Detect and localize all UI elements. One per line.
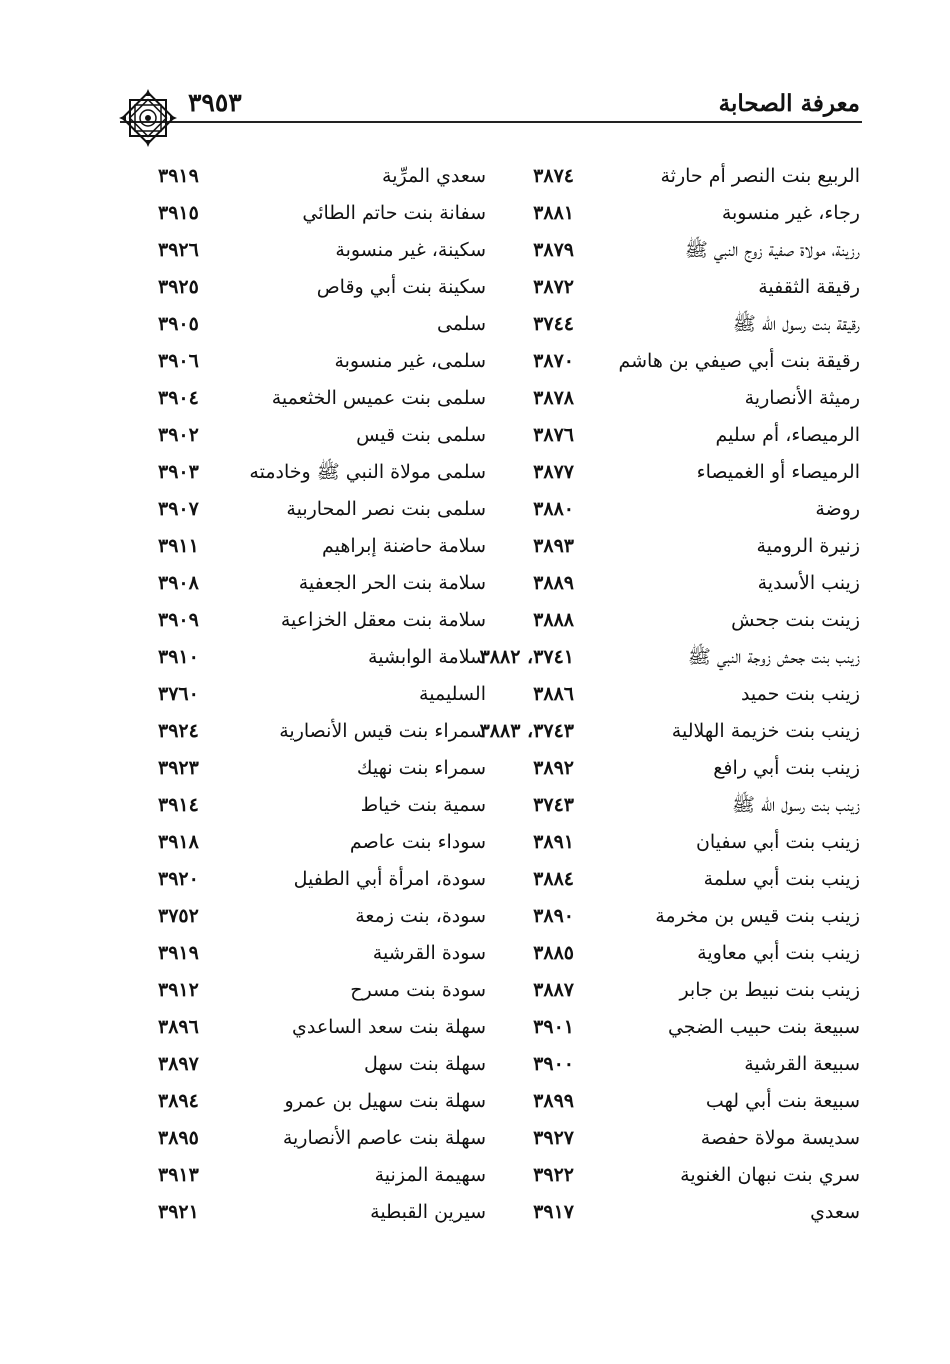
entry-name-right: سعدي bbox=[810, 1201, 860, 1223]
page-header bbox=[118, 86, 860, 122]
entry-name-right: الربيع بنت النصر أم حارثة bbox=[660, 165, 860, 187]
entry-number-right: ٣٩٢٧ bbox=[533, 1127, 574, 1149]
index-row bbox=[120, 787, 862, 824]
entry-number-right: ٣٨٧٩ bbox=[533, 239, 574, 261]
entry-name-left: سلمى، غير منسوبة bbox=[334, 350, 486, 372]
entry-number-right: ٣٨٩١ bbox=[533, 831, 574, 853]
entry-number-left: ٣٩٢٤ bbox=[158, 720, 199, 742]
index-row bbox=[120, 972, 862, 1009]
entry-number-right: ٣٨٩٠ bbox=[533, 905, 574, 927]
entry-name-right: زينب بنت خزيمة الهلالية bbox=[671, 720, 860, 742]
entry-name-left: سودة القرشية bbox=[372, 942, 486, 964]
entry-number-left: ٣٩٠٢ bbox=[158, 424, 199, 446]
index-row bbox=[120, 713, 862, 750]
index-row bbox=[120, 1083, 862, 1120]
entry-name-right: سري بنت نبهان الغنوية bbox=[680, 1164, 860, 1186]
entry-number-right: ٣٧٤٣، ٣٨٨٣ bbox=[479, 720, 574, 742]
index-row bbox=[120, 380, 862, 417]
entry-number-left: ٣٩١٨ bbox=[158, 831, 199, 853]
entry-name-left: سلمى بنت نصر المحاربية bbox=[286, 498, 486, 520]
entry-name-right: رقيقة الثقفية bbox=[758, 276, 860, 298]
index-row bbox=[120, 195, 862, 232]
index-row bbox=[120, 417, 862, 454]
entry-number-right: ٣٨٧٠ bbox=[533, 350, 574, 372]
entry-number-left: ٣٩١٣ bbox=[158, 1164, 199, 1186]
star-ornament-icon bbox=[118, 88, 178, 148]
entry-name-left: سيرين القبطية bbox=[370, 1201, 486, 1223]
entry-number-right: ٣٨٨١ bbox=[533, 202, 574, 224]
entry-number-right: ٣٨٧٤ bbox=[533, 165, 574, 187]
entry-name-left: سفانة بنت حاتم الطائي bbox=[302, 202, 486, 224]
entry-name-left: سمية بنت خياط bbox=[360, 794, 486, 816]
index-row bbox=[120, 676, 862, 713]
entry-name-right: زينب بنت نبيط بن جابر bbox=[679, 979, 860, 1001]
entry-number-left: ٣٩٠٩ bbox=[158, 609, 199, 631]
entry-number-left: ٣٩١٩ bbox=[158, 165, 199, 187]
entry-name-left: سلامة بنت الحر الجعفية bbox=[298, 572, 486, 594]
entry-name-right: سبيعة بنت حبيب الضجي bbox=[667, 1016, 860, 1038]
entry-number-left: ٣٩١٩ bbox=[158, 942, 199, 964]
entry-name-left: سلمى بنت قيس bbox=[356, 424, 486, 446]
entry-name-right: زينب بنت أبي رافع bbox=[713, 757, 860, 779]
entry-number-right: ٣٨٩٢ bbox=[533, 757, 574, 779]
entry-number-left: ٣٧٥٢ bbox=[158, 905, 199, 927]
entry-number-right: ٣٨٨٤ bbox=[533, 868, 574, 890]
entry-number-left: ٣٩١١ bbox=[158, 535, 199, 557]
entry-number-left: ٣٩٢٠ bbox=[158, 868, 199, 890]
entry-number-left: ٣٩٠٤ bbox=[158, 387, 199, 409]
entry-name-left: سعدي المرِّية bbox=[382, 165, 486, 187]
header-rule bbox=[120, 121, 862, 123]
entry-number-right: ٣٨٨٠ bbox=[533, 498, 574, 520]
entry-number-left: ٣٨٩٥ bbox=[158, 1127, 199, 1149]
entry-number-left: ٣٨٩٤ bbox=[158, 1090, 199, 1112]
index-table bbox=[120, 158, 862, 1231]
entry-name-left: سكينة، غير منسوبة bbox=[335, 239, 486, 261]
page-number: ٣٩٥٣ bbox=[188, 88, 242, 117]
index-row bbox=[120, 158, 862, 195]
entry-number-left: ٣٩٢٥ bbox=[158, 276, 199, 298]
entry-name-left: سلمى مولاة النبي ﷺ وخادمته bbox=[249, 461, 486, 483]
entry-number-right: ٣٩١٧ bbox=[533, 1201, 574, 1223]
entry-name-right: زينب بنت رسول الله ﷺ bbox=[731, 794, 860, 816]
entry-name-right: زينب بنت أبي سلمة bbox=[703, 868, 860, 890]
entry-name-left: سلامة حاضنة إبراهيم bbox=[321, 535, 486, 557]
index-row bbox=[120, 602, 862, 639]
entry-name-left: سلمى bbox=[436, 313, 486, 335]
entry-number-right: ٣٩٠٠ bbox=[533, 1053, 574, 1075]
entry-number-right: ٣٨٨٩ bbox=[533, 572, 574, 594]
index-row bbox=[120, 491, 862, 528]
index-row bbox=[120, 565, 862, 602]
entry-number-left: ٣٨٩٦ bbox=[158, 1016, 199, 1038]
entry-name-right: رقيقة بنت رسول الله ﷺ bbox=[732, 313, 860, 335]
entry-number-right: ٣٩٠١ bbox=[533, 1016, 574, 1038]
entry-number-right: ٣٨٧٢ bbox=[533, 276, 574, 298]
index-row bbox=[120, 824, 862, 861]
index-row bbox=[120, 750, 862, 787]
entry-number-left: ٣٩١٥ bbox=[158, 202, 199, 224]
index-row bbox=[120, 639, 862, 676]
index-row bbox=[120, 1009, 862, 1046]
entry-name-right: رقيقة بنت أبي صيفي بن هاشم bbox=[618, 350, 860, 372]
entry-name-right: روضة bbox=[815, 498, 860, 520]
entry-name-right: زينب بنت أبي معاوية bbox=[697, 942, 860, 964]
entry-number-left: ٣٩٠٦ bbox=[158, 350, 199, 372]
entry-number-right: ٣٨٧٧ bbox=[533, 461, 574, 483]
entry-number-right: ٣٨٨٦ bbox=[533, 683, 574, 705]
index-row bbox=[120, 1046, 862, 1083]
entry-number-right: ٣٩٢٢ bbox=[533, 1164, 574, 1186]
entry-number-left: ٣٩١٤ bbox=[158, 794, 199, 816]
entry-name-left: سهلة بنت عاصم الأنصارية bbox=[282, 1127, 486, 1149]
entry-name-right: زينب الأسدية bbox=[757, 572, 860, 594]
entry-name-right: زينب بنت قيس بن مخرمة bbox=[655, 905, 860, 927]
entry-name-right: زينب بنت جحش زوجة النبي ﷺ bbox=[687, 646, 860, 668]
index-row bbox=[120, 861, 862, 898]
entry-number-right: ٣٨٩٣ bbox=[533, 535, 574, 557]
index-row bbox=[120, 1157, 862, 1194]
entry-number-left: ٣٩٢٣ bbox=[158, 757, 199, 779]
entry-number-left: ٣٩١٢ bbox=[158, 979, 199, 1001]
entry-number-left: ٣٩٠٥ bbox=[158, 313, 199, 335]
entry-number-right: ٣٧٤٤ bbox=[533, 313, 574, 335]
entry-name-left: سلمى بنت عميس الخثعمية bbox=[271, 387, 486, 409]
entry-number-right: ٣٧٤١، ٣٨٨٢ bbox=[479, 646, 574, 668]
entry-name-right: سبيعة القرشية bbox=[744, 1053, 860, 1075]
entry-name-right: زينب بنت أبي سفيان bbox=[695, 831, 860, 853]
entry-number-left: ٣٨٩٧ bbox=[158, 1053, 199, 1075]
index-row bbox=[120, 1194, 862, 1231]
entry-name-left: سهلة بنت سهيل بن عمرو bbox=[284, 1090, 486, 1112]
entry-name-left: السليمية bbox=[419, 683, 486, 705]
entry-number-left: ٣٩٠٣ bbox=[158, 461, 199, 483]
index-row bbox=[120, 343, 862, 380]
entry-name-left: سودة، بنت زمعة bbox=[355, 905, 486, 927]
entry-number-right: ٣٨٧٨ bbox=[533, 387, 574, 409]
entry-number-left: ٣٩٠٨ bbox=[158, 572, 199, 594]
entry-name-right: رجاء، غير منسوبة bbox=[721, 202, 860, 224]
index-row bbox=[120, 232, 862, 269]
entry-number-right: ٣٨٨٨ bbox=[533, 609, 574, 631]
running-title: معرفة الصحابة bbox=[718, 90, 860, 117]
entry-number-left: ٣٩١٠ bbox=[158, 646, 199, 668]
entry-number-right: ٣٨٧٦ bbox=[533, 424, 574, 446]
entry-name-right: الرميصاء، أم سليم bbox=[715, 424, 860, 446]
index-row bbox=[120, 898, 862, 935]
entry-name-left: سودة بنت مسرح bbox=[350, 979, 486, 1001]
entry-name-left: سوداء بنت عاصم bbox=[349, 831, 486, 853]
index-row bbox=[120, 454, 862, 491]
entry-name-right: زينت بنت جحش bbox=[731, 609, 860, 631]
index-row bbox=[120, 306, 862, 343]
entry-number-left: ٣٧٦٠ bbox=[158, 683, 199, 705]
entry-number-right: ٣٨٨٥ bbox=[533, 942, 574, 964]
entry-name-left: سمراء بنت نهيك bbox=[356, 757, 486, 779]
entry-name-left: سهلة بنت سهل bbox=[364, 1053, 486, 1075]
index-row bbox=[120, 935, 862, 972]
entry-name-right: سبيعة بنت أبي لهب bbox=[705, 1090, 860, 1112]
entry-name-right: سديسة مولاة حفصة bbox=[700, 1127, 860, 1149]
entry-name-right: رميثة الأنصارية bbox=[744, 387, 860, 409]
index-row bbox=[120, 528, 862, 565]
entry-name-left: سكينة بنت أبي وقاص bbox=[316, 276, 486, 298]
entry-name-left: سمراء بنت قيس الأنصارية bbox=[279, 720, 486, 742]
entry-number-right: ٣٨٨٧ bbox=[533, 979, 574, 1001]
entry-name-right: رزينة، مولاة صفية زوج النبي ﷺ bbox=[684, 239, 860, 261]
entry-name-left: سهلة بنت سعد الساعدي bbox=[292, 1016, 486, 1038]
entry-number-left: ٣٩٠٧ bbox=[158, 498, 199, 520]
entry-name-left: سودة، امرأة أبي الطفيل bbox=[293, 868, 486, 890]
entry-name-right: الرميصاء أو الغميصاء bbox=[696, 461, 860, 483]
entry-number-right: ٣٧٤٣ bbox=[533, 794, 574, 816]
entry-number-left: ٣٩٢١ bbox=[158, 1201, 199, 1223]
entry-number-left: ٣٩٢٦ bbox=[158, 239, 199, 261]
entry-name-left: سلامة الوابشية bbox=[368, 646, 486, 668]
index-row bbox=[120, 269, 862, 306]
entry-name-left: سلامة بنت معقل الخزاعية bbox=[280, 609, 486, 631]
entry-name-right: زينب بنت حميد bbox=[740, 683, 860, 705]
entry-number-right: ٣٨٩٩ bbox=[533, 1090, 574, 1112]
entry-name-left: سهيمة المزنية bbox=[374, 1164, 486, 1186]
entry-name-right: زنيرة الرومية bbox=[756, 535, 860, 557]
index-row bbox=[120, 1120, 862, 1157]
